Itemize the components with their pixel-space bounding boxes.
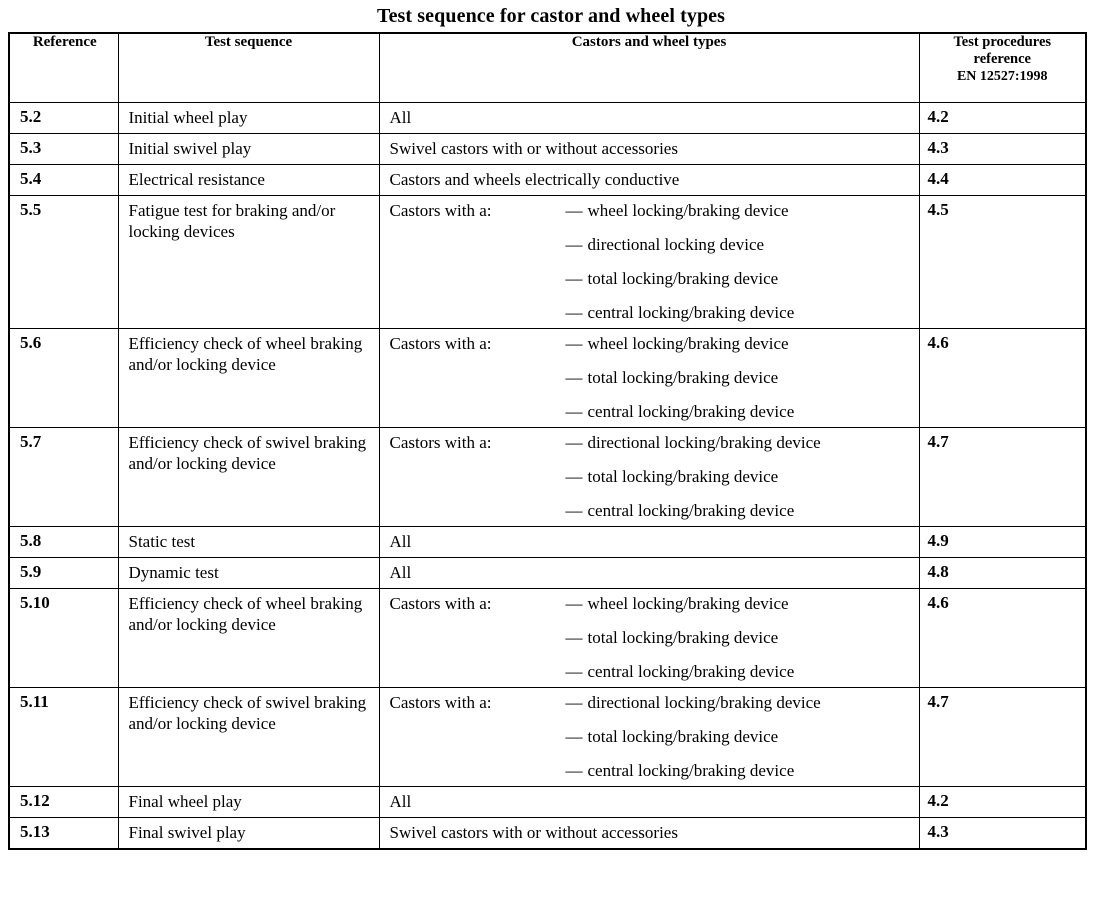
castors-description: All (389, 792, 412, 811)
castors-group (390, 593, 913, 682)
cell-test-sequence: Efficiency check of wheel braking and/or locking device (118, 589, 379, 688)
castors-description: Swivel castors with or without accessories (389, 823, 678, 842)
em-dash-bullet-icon: — (565, 269, 583, 288)
column-header-test-procedures-line1: Test procedures (953, 34, 1052, 50)
cell-castors-and-wheel-types (379, 134, 919, 165)
list-item (566, 760, 913, 781)
cell-test-sequence: Dynamic test (118, 558, 379, 589)
em-dash-bullet-icon: — (565, 303, 583, 322)
castors-description: Swivel castors with or without accessories (389, 139, 678, 158)
castors-with-label: Castors with a: (389, 433, 492, 452)
castors-with-label: Castors with a: (389, 693, 492, 712)
cell-test-procedure-reference: 4.3 (919, 134, 1086, 165)
castors-with-label: Castors with a: (389, 594, 492, 613)
test-sequence-table (8, 32, 1087, 850)
cell-test-procedure-reference: 4.3 (919, 818, 1086, 850)
cell-reference: 5.5 (9, 196, 118, 329)
list-item-label: central locking/braking device (587, 402, 795, 421)
list-item-label: total locking/braking device (587, 368, 779, 387)
cell-reference: 5.7 (9, 428, 118, 527)
list-item (566, 726, 913, 747)
castors-with-label: Castors with a: (389, 201, 492, 220)
column-header-test-sequence: Test sequence (118, 33, 379, 103)
castors-item-list (566, 692, 913, 781)
cell-test-procedure-reference: 4.7 (919, 428, 1086, 527)
cell-test-procedure-reference: 4.4 (919, 165, 1086, 196)
cell-test-sequence: Efficiency check of swivel braking and/or locking device (118, 428, 379, 527)
cell-castors-and-wheel-types (379, 787, 919, 818)
list-item-label: wheel locking/braking device (587, 201, 789, 220)
em-dash-bullet-icon: — (565, 201, 583, 220)
table-header-row (9, 33, 1086, 103)
em-dash-bullet-icon: — (565, 235, 583, 254)
em-dash-bullet-icon: — (565, 693, 583, 712)
em-dash-bullet-icon: — (565, 433, 583, 452)
table-row (9, 818, 1086, 850)
column-header-castors-and-wheel-types: Castors and wheel types (379, 33, 919, 103)
list-item-label: central locking/braking device (587, 501, 795, 520)
castors-item-list (566, 593, 913, 682)
table-row (9, 134, 1086, 165)
cell-castors-and-wheel-types (379, 589, 919, 688)
castors-item-list (566, 200, 913, 323)
cell-castors-and-wheel-types (379, 558, 919, 589)
castors-group (390, 692, 913, 781)
castors-with-label: Castors with a: (389, 334, 492, 353)
cell-test-procedure-reference: 4.2 (919, 787, 1086, 818)
table-header (9, 33, 1086, 103)
table-row (9, 589, 1086, 688)
cell-test-sequence: Efficiency check of wheel braking and/or locking device (118, 329, 379, 428)
list-item-label: directional locking/braking device (587, 693, 821, 712)
list-item (566, 367, 913, 388)
castors-description: All (389, 532, 412, 551)
list-item (566, 200, 913, 221)
cell-reference: 5.11 (9, 688, 118, 787)
list-item (566, 302, 913, 323)
cell-test-procedure-reference: 4.6 (919, 329, 1086, 428)
column-header-reference: Reference (9, 33, 118, 103)
cell-test-sequence: Fatigue test for braking and/or locking devices (118, 196, 379, 329)
list-item (566, 234, 913, 255)
list-item-label: wheel locking/braking device (587, 594, 789, 613)
list-item-label: central locking/braking device (587, 662, 795, 681)
castors-group (390, 432, 913, 521)
cell-reference: 5.2 (9, 103, 118, 134)
cell-test-sequence: Final wheel play (118, 787, 379, 818)
list-item (566, 627, 913, 648)
cell-reference: 5.13 (9, 818, 118, 850)
cell-test-sequence: Initial wheel play (118, 103, 379, 134)
em-dash-bullet-icon: — (565, 467, 583, 486)
cell-test-procedure-reference: 4.6 (919, 589, 1086, 688)
cell-castors-and-wheel-types (379, 329, 919, 428)
castors-group (390, 333, 913, 422)
castors-group (390, 200, 913, 323)
list-item (566, 466, 913, 487)
list-item (566, 432, 913, 453)
column-header-test-procedures-line3: EN 12527:1998 (956, 69, 1048, 84)
cell-castors-and-wheel-types (379, 103, 919, 134)
em-dash-bullet-icon: — (565, 727, 583, 746)
column-header-test-procedures-reference (919, 33, 1086, 103)
table-row (9, 196, 1086, 329)
castors-description: All (389, 563, 412, 582)
em-dash-bullet-icon: — (565, 368, 583, 387)
em-dash-bullet-icon: — (565, 334, 583, 353)
castors-description: All (389, 108, 412, 127)
table-body (9, 103, 1086, 850)
cell-test-sequence: Electrical resistance (118, 165, 379, 196)
cell-test-sequence: Static test (118, 527, 379, 558)
em-dash-bullet-icon: — (565, 628, 583, 647)
list-item-label: wheel locking/braking device (587, 334, 789, 353)
list-item-label: total locking/braking device (587, 269, 779, 288)
list-item-label: total locking/braking device (587, 467, 779, 486)
cell-test-procedure-reference: 4.8 (919, 558, 1086, 589)
list-item (566, 333, 913, 354)
cell-test-sequence: Initial swivel play (118, 134, 379, 165)
em-dash-bullet-icon: — (565, 501, 583, 520)
list-item (566, 661, 913, 682)
list-item (566, 401, 913, 422)
cell-test-sequence: Efficiency check of swivel braking and/or locking device (118, 688, 379, 787)
em-dash-bullet-icon: — (565, 594, 583, 613)
table-row (9, 558, 1086, 589)
em-dash-bullet-icon: — (565, 402, 583, 421)
castors-description: Castors and wheels electrically conductive (389, 170, 680, 189)
table-row (9, 428, 1086, 527)
castors-item-list (566, 432, 913, 521)
cell-castors-and-wheel-types (379, 818, 919, 850)
table-row (9, 688, 1086, 787)
em-dash-bullet-icon: — (565, 662, 583, 681)
list-item-label: directional locking/braking device (587, 433, 821, 452)
cell-castors-and-wheel-types (379, 196, 919, 329)
cell-reference: 5.8 (9, 527, 118, 558)
cell-castors-and-wheel-types (379, 165, 919, 196)
list-item (566, 593, 913, 614)
list-item-label: total locking/braking device (587, 727, 779, 746)
cell-test-procedure-reference: 4.7 (919, 688, 1086, 787)
list-item-label: directional locking device (587, 235, 765, 254)
page-title: Test sequence for castor and wheel types (376, 5, 726, 27)
cell-reference: 5.3 (9, 134, 118, 165)
cell-reference: 5.9 (9, 558, 118, 589)
table-row (9, 329, 1086, 428)
cell-castors-and-wheel-types (379, 688, 919, 787)
cell-test-procedure-reference: 4.2 (919, 103, 1086, 134)
em-dash-bullet-icon: — (565, 761, 583, 780)
cell-castors-and-wheel-types (379, 428, 919, 527)
cell-reference: 5.6 (9, 329, 118, 428)
list-item-label: total locking/braking device (587, 628, 779, 647)
cell-test-procedure-reference: 4.5 (919, 196, 1086, 329)
cell-reference: 5.10 (9, 589, 118, 688)
cell-test-sequence: Final swivel play (118, 818, 379, 850)
cell-reference: 5.12 (9, 787, 118, 818)
list-item-label: central locking/braking device (587, 761, 795, 780)
list-item (566, 500, 913, 521)
table-row (9, 787, 1086, 818)
list-item (566, 692, 913, 713)
table-row (9, 165, 1086, 196)
column-header-test-procedures-line2: reference (973, 51, 1031, 67)
table-row (9, 103, 1086, 134)
list-item-label: central locking/braking device (587, 303, 795, 322)
list-item (566, 268, 913, 289)
cell-reference: 5.4 (9, 165, 118, 196)
castors-item-list (566, 333, 913, 422)
table-row (9, 527, 1086, 558)
cell-castors-and-wheel-types (379, 527, 919, 558)
cell-test-procedure-reference: 4.9 (919, 527, 1086, 558)
